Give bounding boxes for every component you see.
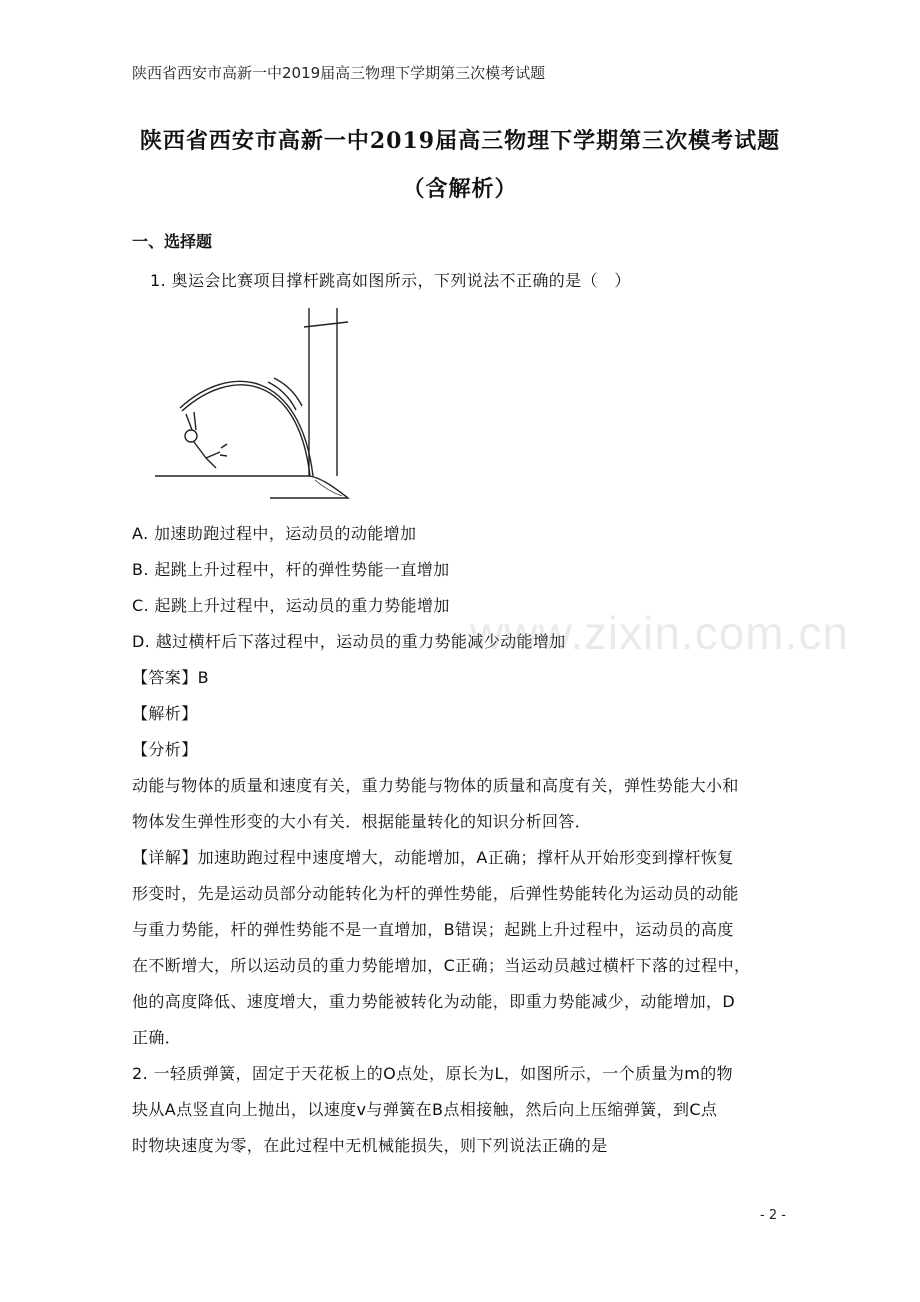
q1-detail-line: 与重力势能，杆的弹性势能不是一直增加，B错误；起跳上升过程中，运动员的高度 (132, 920, 734, 939)
q2-line: 2. 一轻质弹簧，固定于天花板上的O点处，原长为L，如图所示，一个质量为m的物 (132, 1064, 734, 1083)
q1-detail-line: 在不断增大，所以运动员的重力势能增加，C正确；当运动员越过横杆下落的过程中， (132, 956, 751, 975)
q1-detail-line: 他的高度降低、速度增大，重力势能被转化为动能，即重力势能减少，动能增加，D (132, 992, 736, 1011)
q1-stem: 1. 奥运会比赛项目撑杆跳高如图所示，下列说法不正确的是（ ） (150, 271, 631, 290)
q1-detail-line: 形变时，先是运动员部分动能转化为杆的弹性势能，后弹性势能转化为运动员的动能 (132, 884, 739, 903)
q2-line: 块从A点竖直向上抛出，以速度v与弹簧在B点相接触，然后向上压缩弹簧，到C点 (132, 1100, 718, 1119)
page-title-line1: 陕西省西安市高新一中2019届高三物理下学期第三次模考试题 (139, 128, 781, 154)
q1-option-d: D. 越过横杆后下落过程中，运动员的重力势能减少动能增加 (132, 632, 566, 651)
q1-option-b: B. 起跳上升过程中，杆的弹性势能一直增加 (132, 560, 450, 579)
page-number: - 2 - (760, 1208, 786, 1223)
q1-detail-line: 正确． (132, 1028, 182, 1047)
q1-analysis-label: 【解析】 (132, 704, 198, 723)
q1-option-a: A. 加速助跑过程中，运动员的动能增加 (132, 524, 417, 543)
q1-detail-line: 【详解】加速助跑过程中速度增大，动能增加，A正确；撑杆从开始形变到撑杆恢复 (132, 848, 734, 867)
q1-fenxi-line: 动能与物体的质量和速度有关，重力势能与物体的质量和高度有关，弹性势能大小和 (132, 776, 739, 795)
page-title-line2: （含解析） (402, 176, 518, 202)
section-heading: 一、选择题 (132, 232, 213, 251)
q1-option-c: C. 起跳上升过程中，运动员的重力势能增加 (132, 596, 450, 615)
running-header: 陕西省西安市高新一中2019届高三物理下学期第三次模考试题 (132, 64, 546, 82)
q1-fenxi-label: 【分析】 (132, 740, 198, 759)
q1-answer: 【答案】B (132, 668, 209, 687)
q1-fenxi-line: 物体发生弹性形变的大小有关．根据能量转化的知识分析回答． (132, 812, 592, 831)
watermark: www.zixin.com.cn (470, 607, 849, 659)
q2-line: 时物块速度为零，在此过程中无机械能损失，则下列说法正确的是 (132, 1136, 608, 1155)
pole-vault-figure (150, 300, 360, 505)
